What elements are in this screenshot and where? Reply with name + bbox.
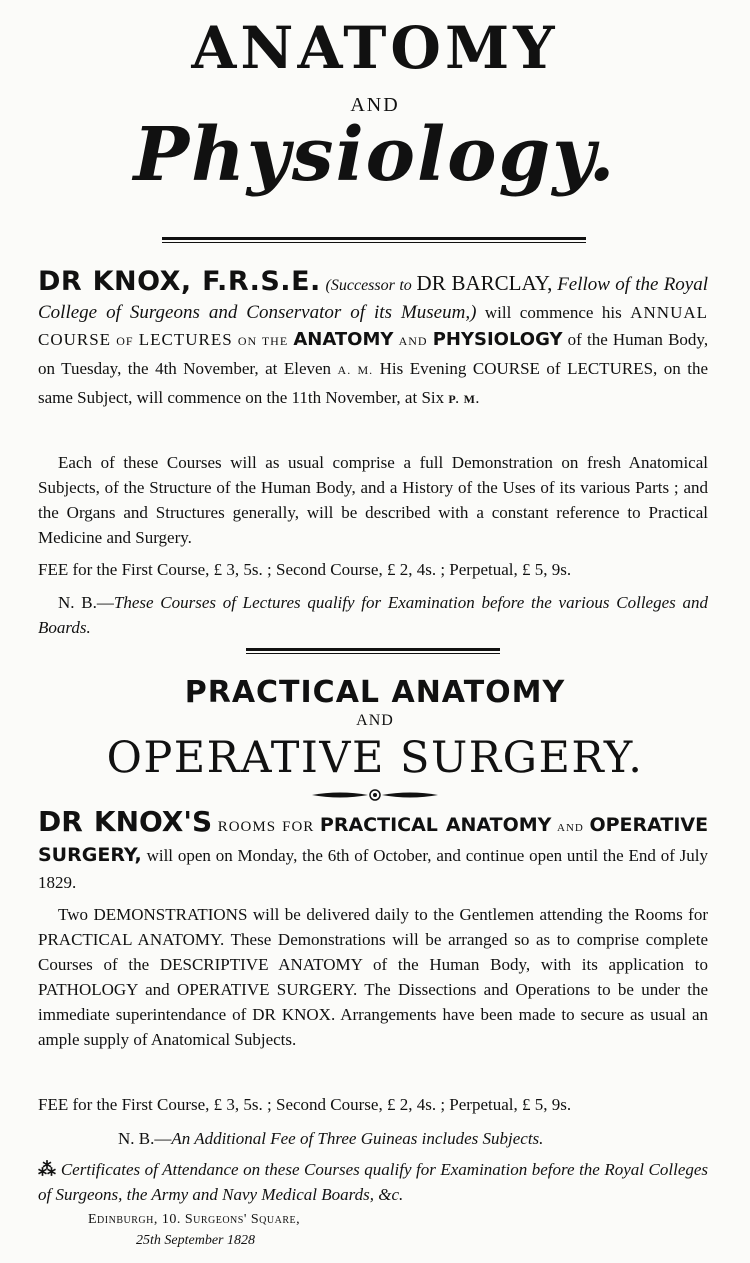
- date-text: of the Human Body, on Tuesday, the 4th November, at Eleven: [38, 330, 709, 378]
- intro-paragraph: [38, 268, 708, 413]
- am-text: A. M.: [337, 363, 374, 377]
- demonstrations-paragraph: Two DEMONSTRATIONS will be delivered daily to the Gentlemen attending the Rooms for PRACTICAL ANATOMY. These Demonstrations will be arranged so as to comprise complete Courses of the DESCRIPTIVE ANATOMY of the Human Body, with its application to PATHOLOGY and OPERATIVE SURGERY. The Dissections and Operations to be under the immediate superintendance of DR KNOX. Arrangements have been made to secure as usual an ample supply of Anatomical Subjects.: [38, 905, 708, 1049]
- footer-address: Edinburgh, 10. Surgeons' Square,: [88, 1212, 301, 1227]
- rooms-paragraph: [38, 805, 709, 896]
- practical-anatomy-heading: PRACTICAL ANATOMY: [184, 675, 566, 710]
- annual-course: ANNUAL COURSE: [38, 303, 709, 349]
- divider-rule: [162, 237, 586, 243]
- on-the-text: ON THE: [237, 334, 289, 348]
- nb-text-2: An Additional Fee of Three Guineas includes Subjects.: [171, 1129, 544, 1148]
- commence-text: will commence his: [484, 303, 622, 322]
- and-small-2: AND: [557, 822, 584, 834]
- certificates-note: [38, 1157, 708, 1207]
- fee-line-2: FEE for the First Course, £ 3, 5s. ; Second Course, £ 2, 4s. ; Perpetual, £ 5, 9s.: [38, 1095, 572, 1114]
- and-small: AND: [398, 334, 428, 348]
- operative-surgery-heading: OPERATIVE SURGERY.: [106, 733, 644, 783]
- practical-anatomy-bold: PRACTICAL ANATOMY: [319, 814, 552, 836]
- pm-text: P. M.: [448, 392, 480, 406]
- lectures-text: LECTURES: [138, 330, 233, 349]
- of-text: OF: [116, 334, 134, 348]
- nb-label-2: N. B.—: [118, 1129, 172, 1148]
- nb-text: These Courses of Lectures qualify for Examination before the various Colleges and Boards.: [38, 593, 708, 637]
- ornament-flourish: [310, 788, 440, 802]
- rooms-for-text: ROOMS FOR: [217, 819, 315, 835]
- asterisks-mark: ⁂: [38, 1159, 57, 1179]
- fellow-text: Fellow of the Royal College of Surgeons and Conservator of its Museum,): [38, 274, 709, 323]
- evening-text: His Evening COURSE of LECTURES, on the same Subject, will commence on the 11th November, at Six: [38, 359, 709, 407]
- footer-date: 25th September 1828: [136, 1233, 255, 1248]
- anatomy-bold: ANATOMY: [293, 329, 394, 350]
- nb-note-1: [38, 590, 708, 640]
- open-dates-text: will open on Monday, the 6th of October, and continue open until the End of July 1829.: [38, 846, 709, 892]
- title-and: AND: [350, 94, 400, 116]
- title-anatomy: ANATOMY: [191, 14, 559, 82]
- barclay-name: DR BARCLAY,: [416, 271, 553, 295]
- nb-note-2: [38, 1126, 708, 1151]
- knox-name: DR KNOX, F.R.S.E.: [38, 266, 321, 297]
- successor-text: (Successor to: [325, 277, 412, 294]
- title-physiology: Physiology.: [133, 112, 617, 198]
- divider-rule-2: [246, 648, 500, 654]
- certificates-text: Certificates of Attendance on these Courses qualify for Examination before the Royal Colleges of Surgeons, the Army and Navy Medical Boards, &c.: [38, 1160, 709, 1204]
- fee-line-1: FEE for the First Course, £ 3, 5s. ; Second Course, £ 2, 4s. ; Perpetual, £ 5, 9s.: [38, 560, 572, 579]
- knoxs-name: DR KNOX'S: [38, 805, 213, 838]
- operative-surgery-bold: OPERATIVE SURGERY,: [38, 814, 709, 866]
- courses-paragraph: Each of these Courses will as usual comprise a full Demonstration on fresh Anatomical Subjects, of the Structure of the Human Body, and a History of the Uses of its various Parts ; and the Organs and Structures generally, will be described with a constant reference to Practical Medicine and Surgery.: [38, 453, 708, 547]
- and-heading: AND: [356, 712, 394, 729]
- physiology-bold: PHYSIOLOGY: [432, 329, 563, 350]
- nb-label: N. B.—: [58, 593, 114, 612]
